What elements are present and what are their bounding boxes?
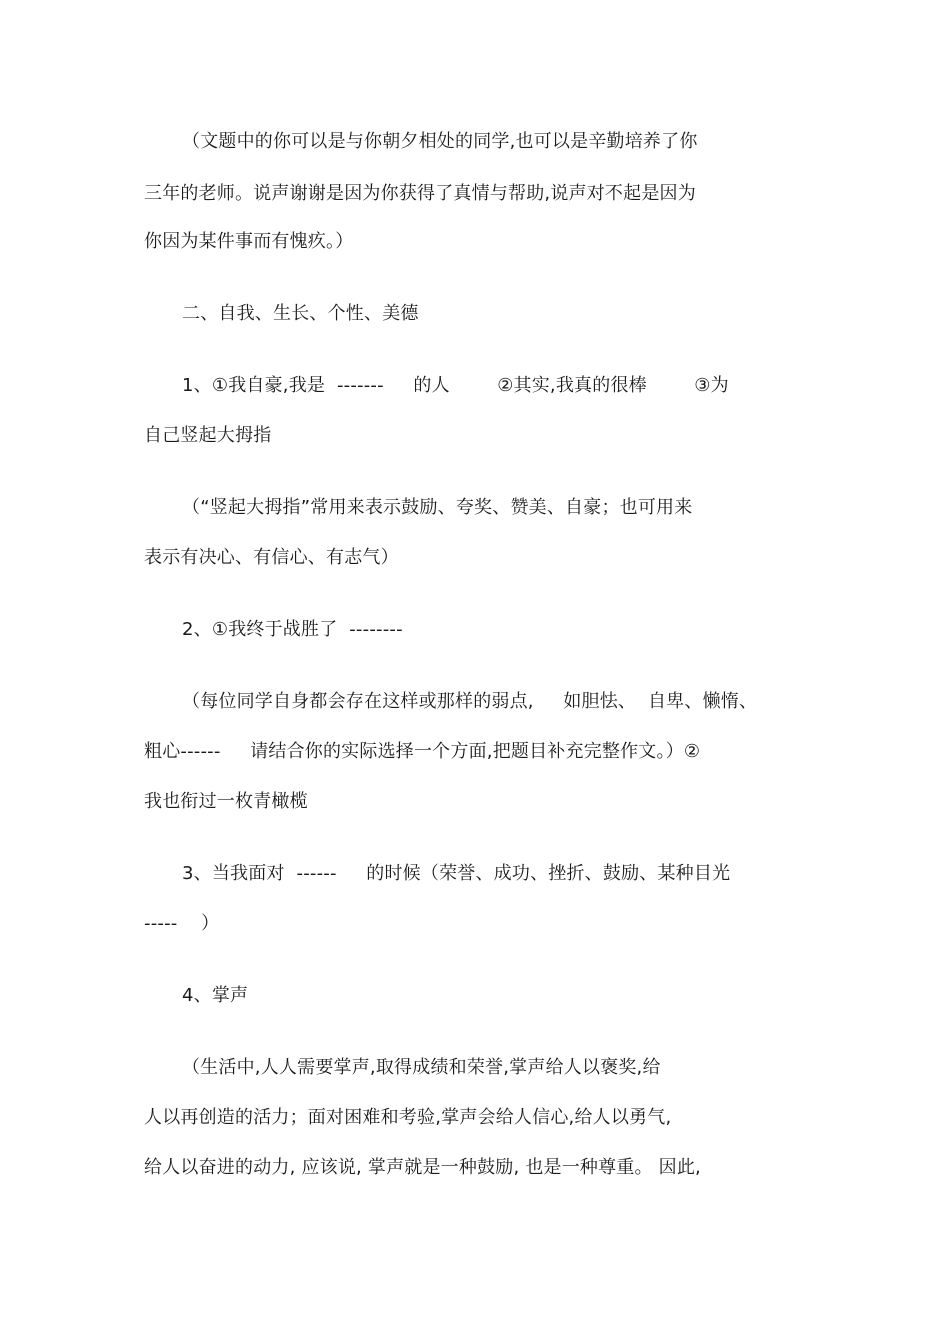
paragraph-line: （“竖起大拇指”常用来表示鼓励、夸奖、赞美、自豪；也可用来 — [182, 497, 693, 518]
paragraph-line: 三年的老师。说声谢谢是因为你获得了真情与帮助,说声对不起是因为 — [144, 183, 696, 204]
section-heading: 二、自我、生长、个性、美德 — [182, 303, 419, 324]
paragraph-line: （生活中,人人需要掌声,取得成绩和荣誉,掌声给人以褒奖,给 — [182, 1057, 661, 1078]
paragraph-line: 给人以奋进的动力, 应该说, 掌声就是一种鼓励, 也是一种尊重。 因此, — [144, 1157, 701, 1178]
paragraph-line: 表示有决心、有信心、有志气） — [144, 547, 399, 568]
topic-line: 2、①我终于战胜了 -------- — [182, 619, 403, 640]
topic-line: 4、掌声 — [182, 985, 249, 1006]
paragraph-line: 你因为某件事而有愧疚。） — [144, 231, 354, 252]
paragraph-line: （每位同学自身都会存在这样或那样的弱点, 如胆怯、 自卑、懒惰、 — [182, 691, 758, 712]
topic-line: 3、当我面对 ------ 的时候（荣誉、成功、挫折、鼓励、某种目光 — [182, 863, 731, 884]
paragraph-line: （文题中的你可以是与你朝夕相处的同学,也可以是辛勤培养了你 — [182, 131, 698, 152]
topic-line: 1、①我自豪,我是 ------- 的人 ②其实,我真的很棒 ③为 — [182, 375, 729, 396]
topic-line: 自己竖起大拇指 — [144, 425, 272, 446]
topic-line: 我也衔过一枚青橄榄 — [144, 791, 308, 812]
paragraph-line: 粗心------ 请结合你的实际选择一个方面,把题目补充完整作文。）② — [144, 741, 701, 762]
topic-line: ----- ） — [144, 913, 220, 934]
paragraph-line: 人以再创造的活力；面对困难和考验,掌声会给人信心,给人以勇气, — [144, 1107, 672, 1128]
